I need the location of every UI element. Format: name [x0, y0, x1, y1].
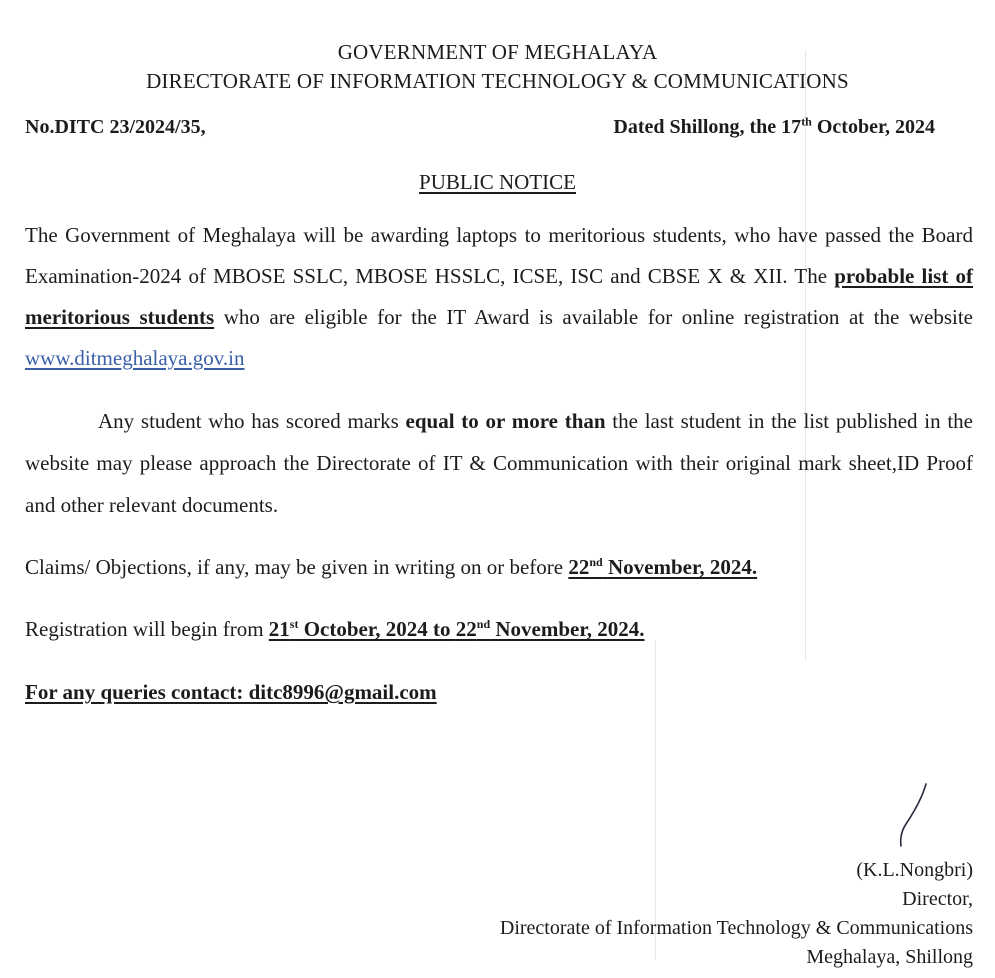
signature-block	[500, 856, 973, 972]
notice-title: PUBLIC NOTICE	[419, 170, 576, 194]
paragraph-eligibility: Any student who has scored marks equal to or more than the last student in the list published in the website may please approach the Directorate of IT & Communication with their original mark sheet,ID Proof and other relevant documents.	[25, 409, 973, 517]
eligibility-emphasis: equal to or more than	[405, 409, 606, 433]
paragraph-award: The Government of Meghalaya will be awarding laptops to meritorious students, who have passed the Board Examination-2024 of MBOSE SSLC, MBOSE HSSLC, ICSE, ISC and CBSE X & XII. The probable list of meritorious students who are eligible for the IT Award is available for online registration at the website www.ditmeghalaya.gov.in	[25, 223, 973, 370]
reference-number: No.DITC 23/2024/35,	[25, 116, 206, 138]
website-link[interactable]: www.ditmeghalaya.gov.in	[25, 346, 245, 370]
header-government: GOVERNMENT OF MEGHALAYA	[337, 40, 658, 64]
signatory-designation: Director,	[902, 888, 973, 910]
claims-deadline: 22nd November, 2024.	[568, 555, 758, 579]
header-directorate: DIRECTORATE OF INFORMATION TECHNOLOGY & COMMUNICATIONS	[146, 69, 849, 93]
contact-line: For any queries contact: ditc8996@gmail.com	[25, 680, 437, 704]
probable-list-text: probable list of meritorious students	[25, 264, 973, 329]
dated-line: Dated Shillong, the 17th October, 2024	[613, 114, 935, 138]
registration-line: Registration will begin from 21st October, 2024 to 22nd November, 2024.	[25, 617, 645, 641]
signatory-name: (K.L.Nongbri)	[856, 859, 973, 881]
registration-dates: 21st October, 2024 to 22nd November, 2024.	[268, 617, 645, 641]
signatory-place: Meghalaya, Shillong	[806, 946, 973, 968]
signatory-office: Directorate of Information Technology & Communications	[499, 917, 973, 939]
signature-mark	[888, 782, 938, 852]
claims-line: Claims/ Objections, if any, may be given in writing on or before 22nd November, 2024.	[25, 555, 758, 579]
